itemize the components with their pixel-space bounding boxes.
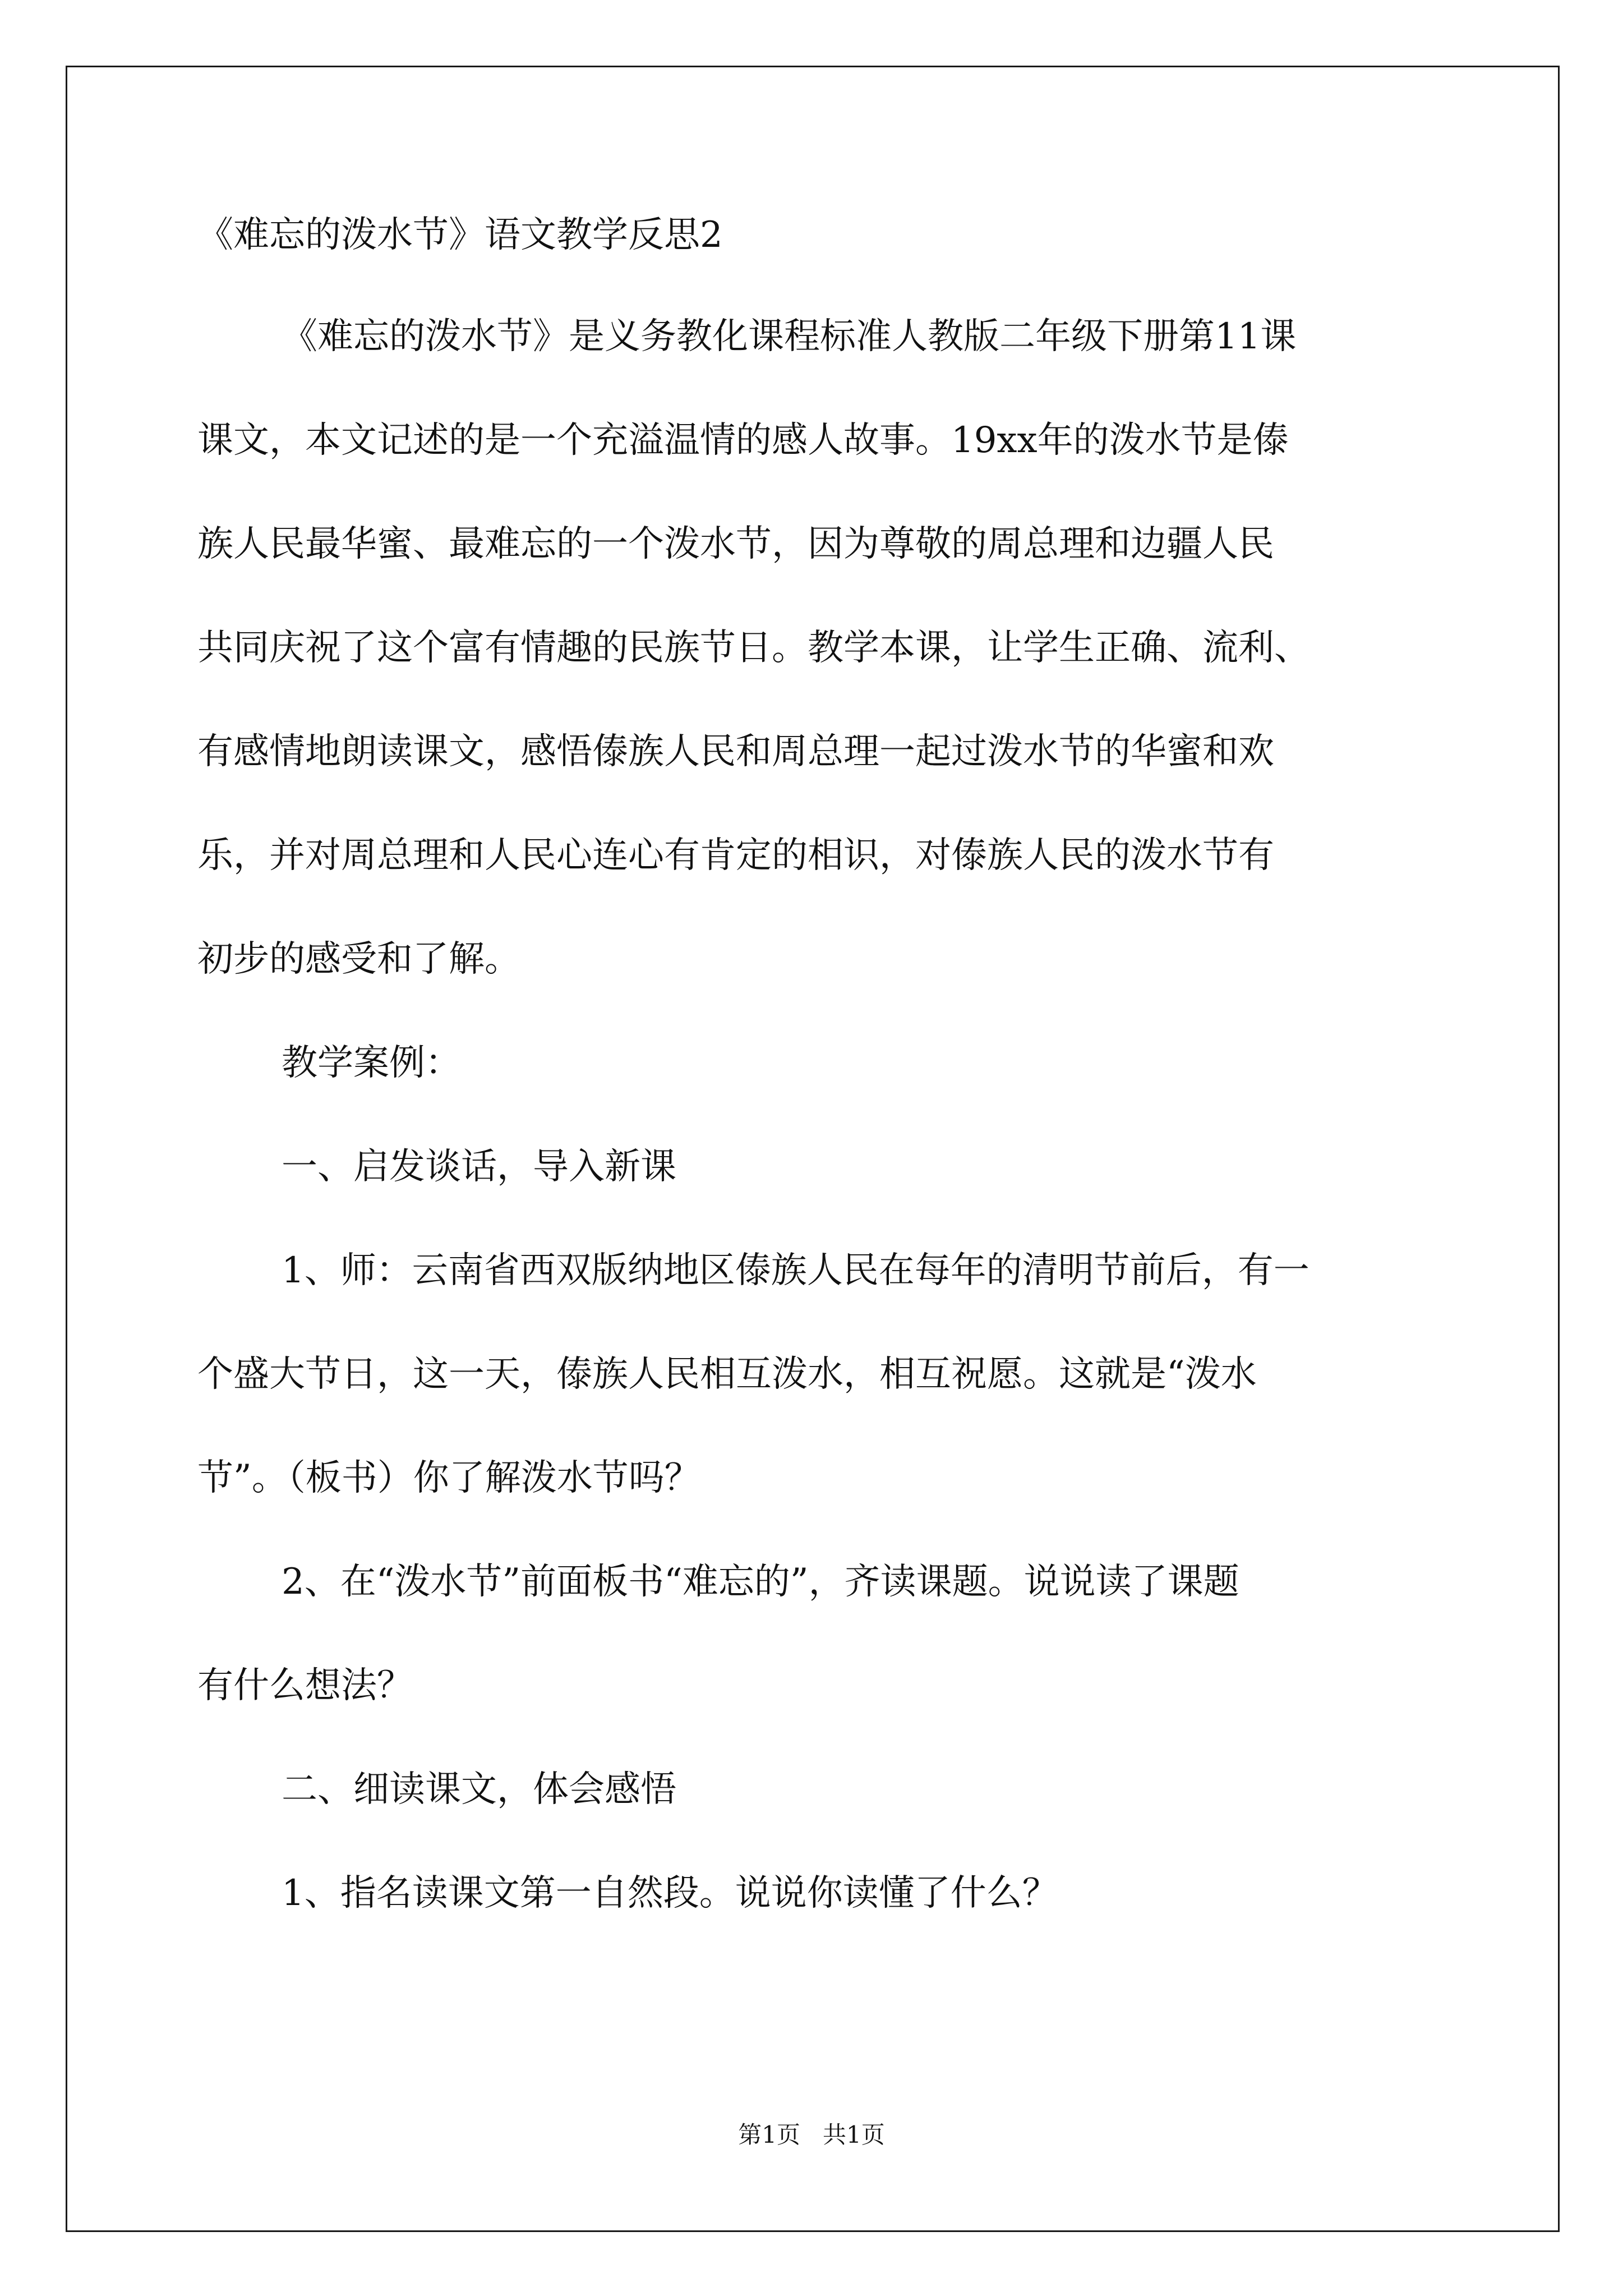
page-footer: 第1页 共1页 bbox=[738, 2121, 885, 2148]
paragraph-line: 有什么想法？ bbox=[197, 1665, 413, 1706]
paragraph-line: 个盛大节日，这一天，傣族人民相互泼水，相互祝愿。这就是“泼水 bbox=[197, 1354, 1257, 1395]
section-heading: 二、细读课文，体会感悟 bbox=[282, 1769, 676, 1810]
paragraph-line: 课文，本文记述的是一个充溢温情的感人故事。19xx年的泼水节是傣 bbox=[197, 420, 1289, 461]
document-title: 《难忘的泼水节》语文教学反思2 bbox=[197, 214, 723, 256]
paragraph-line: 1、指名读课文第一自然段。说说你读懂了什么？ bbox=[282, 1872, 1058, 1914]
paragraph-line: 《难忘的泼水节》是义务教化课程标准人教版二年级下册第11课 bbox=[282, 316, 1297, 357]
paragraph-line: 有感情地朗读课文，感悟傣族人民和周总理一起过泼水节的华蜜和欢 bbox=[197, 731, 1274, 772]
paragraph-line: 2、在“泼水节”前面板书“难忘的”，齐读课题。说说读了课题 bbox=[282, 1561, 1239, 1603]
paragraph-line: 乐，并对周总理和人民心连心有肯定的相识，对傣族人民的泼水节有 bbox=[197, 835, 1274, 876]
paragraph-line: 共同庆祝了这个富有情趣的民族节日。教学本课，让学生正确、流利、 bbox=[197, 627, 1310, 669]
section-label: 教学案例： bbox=[282, 1042, 461, 1084]
paragraph-line: 节”。（板书）你了解泼水节吗？ bbox=[197, 1457, 700, 1499]
paragraph-line: 族人民最华蜜、最难忘的一个泼水节，因为尊敬的周总理和边疆人民 bbox=[197, 523, 1274, 565]
paragraph-line: 初步的感受和了解。 bbox=[197, 938, 520, 980]
section-heading: 一、启发谈话，导入新课 bbox=[282, 1146, 676, 1188]
paragraph-line: 1、师：云南省西双版纳地区傣族人民在每年的清明节前后，有一 bbox=[282, 1250, 1310, 1291]
